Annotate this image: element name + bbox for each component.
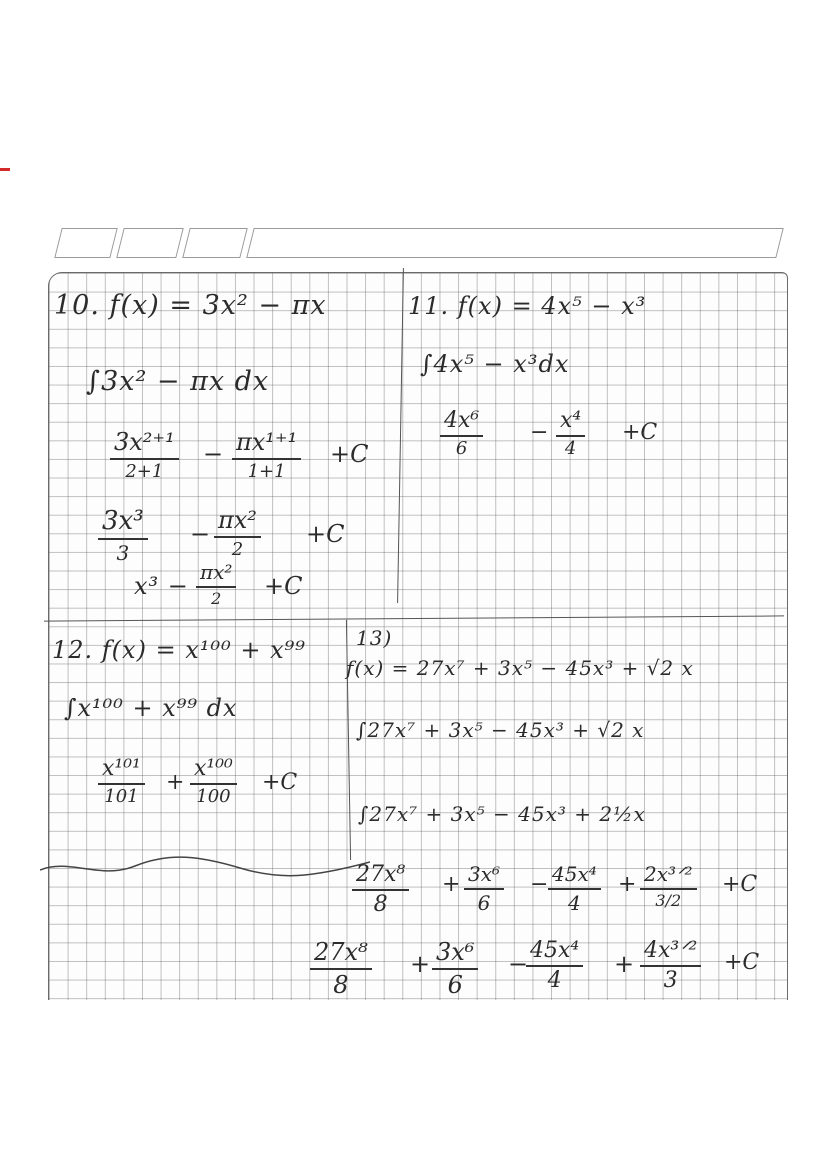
p10-step1-tail: +C <box>330 440 369 468</box>
p13-step2-tail: +C <box>724 950 760 975</box>
p12-step1-frac-a <box>98 756 145 807</box>
p10-step2-a-num: 3x³ <box>98 506 148 540</box>
p13-step2-frac-a <box>310 938 372 999</box>
p11-step1-frac-b <box>556 408 585 459</box>
p10-step1-a-num: 3x²⁺¹ <box>110 428 179 460</box>
p13-step1-a-num: 27x⁸ <box>352 862 409 891</box>
p10-step2-frac-b <box>214 506 261 560</box>
p11-step1-tail: +C <box>622 420 658 445</box>
p11-step1-frac-a <box>440 408 483 459</box>
p13-step2-c-num: 45x⁴ <box>526 938 583 967</box>
p12-step1-a-den: 101 <box>104 786 139 807</box>
p13-step2-c-den: 4 <box>547 968 562 993</box>
p13-step2-a-den: 8 <box>333 971 349 999</box>
p13-step2-frac-c <box>526 938 583 993</box>
p10-step2-b-den: 2 <box>231 539 244 560</box>
p10-step1-frac-a <box>110 428 179 482</box>
p10-step1-op: − <box>203 440 224 468</box>
p13-step1-d-num: 2x³ᐟ² <box>640 862 697 890</box>
p13-step1-b-num: 3x⁶ <box>464 862 504 890</box>
p13-step2-op3: + <box>614 950 635 978</box>
p10-step1-b-num: πx¹⁺¹ <box>232 428 301 460</box>
p13-statement: f(x) = 27x⁷ + 3x⁵ − 45x³ + √2 x <box>346 656 694 680</box>
header-boxes <box>46 228 784 260</box>
p10-step3-frac <box>196 560 236 608</box>
p10-step1-a-den: 2+1 <box>125 461 164 482</box>
p13-integral2: ∫27x⁷ + 3x⁵ − 45x³ + 2½x <box>358 802 646 826</box>
p10-step1-b-den: 1+1 <box>247 461 286 482</box>
p13-step2-op2: − <box>508 950 529 978</box>
p12-step1-b-num: x¹⁰⁰ <box>190 756 237 785</box>
red-margin-mark <box>0 168 10 171</box>
p11-step1-b-den: 4 <box>564 438 577 459</box>
p13-step1-frac-b <box>464 862 504 915</box>
p11-statement: 11. f(x) = 4x⁵ − x³ <box>408 292 647 320</box>
p13-step2-d-num: 4x³ᐟ² <box>640 938 701 967</box>
p12-step1-frac-b <box>190 756 237 807</box>
p13-step1-frac-d <box>640 862 697 910</box>
p10-step3-tail: +C <box>264 572 303 600</box>
header-box-3 <box>182 228 247 258</box>
p11-step1-a-num: 4x⁶ <box>440 408 483 437</box>
p12-step1-op: + <box>166 770 185 795</box>
p11-step1-a-den: 6 <box>455 438 468 459</box>
p12-statement: 12. f(x) = x¹⁰⁰ + x⁹⁹ <box>52 636 306 664</box>
p11-integral: ∫4x⁵ − x³dx <box>420 350 570 378</box>
p12-step1-b-den: 100 <box>196 786 231 807</box>
wavy-separator <box>40 852 370 882</box>
p13-step1-c-den: 4 <box>568 891 581 915</box>
p11-step1-b-num: x⁴ <box>556 408 585 437</box>
p13-step2-a-num: 27x⁸ <box>310 938 372 970</box>
p10-step2-b-num: πx² <box>214 506 261 538</box>
p12-step1-a-num: x¹⁰¹ <box>98 756 145 785</box>
p13-step2-op1: + <box>410 950 431 978</box>
p13-integral: ∫27x⁷ + 3x⁵ − 45x³ + √2 x <box>356 718 645 742</box>
p11-step1-op: − <box>530 420 549 445</box>
p10-step2-op: − <box>190 520 211 548</box>
p13-step2-d-den: 3 <box>663 968 678 993</box>
p12-step1-tail: +C <box>262 770 298 795</box>
p10-statement: 10. f(x) = 3x² − πx <box>54 290 327 321</box>
p10-step3-lead: x³ − <box>134 572 189 600</box>
p13-step1-op2: − <box>530 872 549 897</box>
p13-step2-b-den: 6 <box>447 971 463 999</box>
p13-step2-frac-d <box>640 938 701 993</box>
p13-step1-c-num: 45x⁴ <box>548 862 601 890</box>
p13-step1-a-den: 8 <box>373 892 388 917</box>
p10-step1-frac-b <box>232 428 301 482</box>
p10-step2-tail: +C <box>306 520 345 548</box>
header-box-2 <box>116 228 183 258</box>
p10-step3-den: 2 <box>211 589 222 608</box>
p13-step1-op1: + <box>442 872 461 897</box>
p10-integral: ∫3x² − πx dx <box>86 366 270 397</box>
p13-step1-b-den: 6 <box>477 891 491 915</box>
header-box-1 <box>54 228 117 258</box>
header-box-title <box>246 228 783 258</box>
p10-step3-num: πx² <box>196 560 236 588</box>
p10-step2-frac-a <box>98 506 148 565</box>
p13-step1-tail: +C <box>722 872 758 897</box>
p12-integral: ∫x¹⁰⁰ + x⁹⁹ dx <box>64 694 238 722</box>
p13-step1-frac-a <box>352 862 409 917</box>
p13-step2-b-num: 3x⁶ <box>432 938 478 970</box>
p13-step1-op3: + <box>618 872 637 897</box>
p10-step2-a-den: 3 <box>116 541 130 565</box>
p13-step1-d-den: 3/2 <box>655 891 682 910</box>
p13-label: 13) <box>356 626 393 650</box>
p13-step2-frac-b <box>432 938 478 999</box>
p13-step1-frac-c <box>548 862 601 915</box>
